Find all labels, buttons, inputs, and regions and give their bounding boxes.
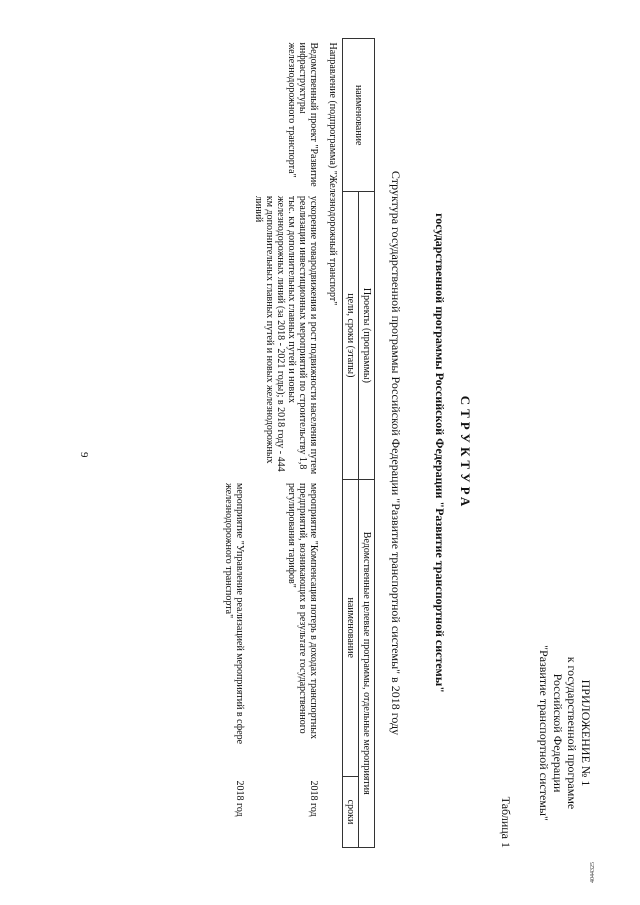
direction-label: Направление (подпрограмма) "Железнодорожный транспорт"	[327, 42, 338, 306]
table-number: Таблица 1	[499, 796, 513, 848]
cell-term: 2018 год	[234, 780, 245, 817]
header-name: наименование	[343, 39, 375, 192]
document-code: 4044325	[590, 862, 596, 883]
appendix-block	[537, 618, 593, 848]
header-ved-name: наименование	[343, 479, 359, 776]
cell-name: Ведомственный проект "Развитие инфраструктуры железнодорожного транспорта"	[286, 42, 319, 187]
appendix-line: "Развитие транспортной системы"	[537, 645, 551, 821]
cell-ved-name: мероприятие "Управление реализацией мероприятий в сфере железнодорожного транспорта"	[223, 483, 245, 745]
direction-row	[323, 39, 343, 848]
header-goals: цели, сроки (этапы)	[343, 192, 359, 479]
appendix-line: к государственной программе	[565, 656, 579, 810]
appendix-title: ПРИЛОЖЕНИЕ № 1	[579, 679, 593, 787]
table-row	[249, 39, 323, 848]
cell-goals	[219, 192, 249, 479]
title-subtitle: государственной программы Российской Федерации "Развитие транспортной системы"	[433, 213, 447, 693]
header-projects: Проекты (программы)	[359, 192, 375, 479]
appendix-line: Российской Федерации	[551, 673, 565, 793]
cell-name	[219, 39, 249, 192]
cell-ved-name: мероприятие "Компенсация потерь в доходах транспортных предприятий, возникающих в результате государственного регулирования тарифов"	[286, 483, 319, 739]
table-caption: Структура государственной программы Российской Федерации "Развитие транспортной системы" в 2018 году	[389, 170, 403, 736]
title-main: СТРУКТУРА	[458, 395, 473, 511]
page-number: 9	[78, 452, 90, 458]
table-row	[219, 39, 249, 848]
structure-table	[219, 38, 375, 848]
cell-goals: ускорение товародвижения и рост подвижности населения путем реализации инвестиционных мероприятий по строительству 1,8 тыс. км дополнительных главных путей и новых железнодорожных линий (за 2018 - 2021 годы); в 2018 году - 444 км дополнительных главных путей и новых железнодорожных линий	[253, 195, 319, 475]
header-terms: сроки	[343, 776, 359, 847]
document-title	[432, 18, 473, 888]
cell-term: 2018 год	[308, 780, 319, 817]
rotated-page-content	[45, 18, 605, 888]
header-departmental: Ведомственные целевые программы, отдельные мероприятия	[359, 479, 375, 847]
